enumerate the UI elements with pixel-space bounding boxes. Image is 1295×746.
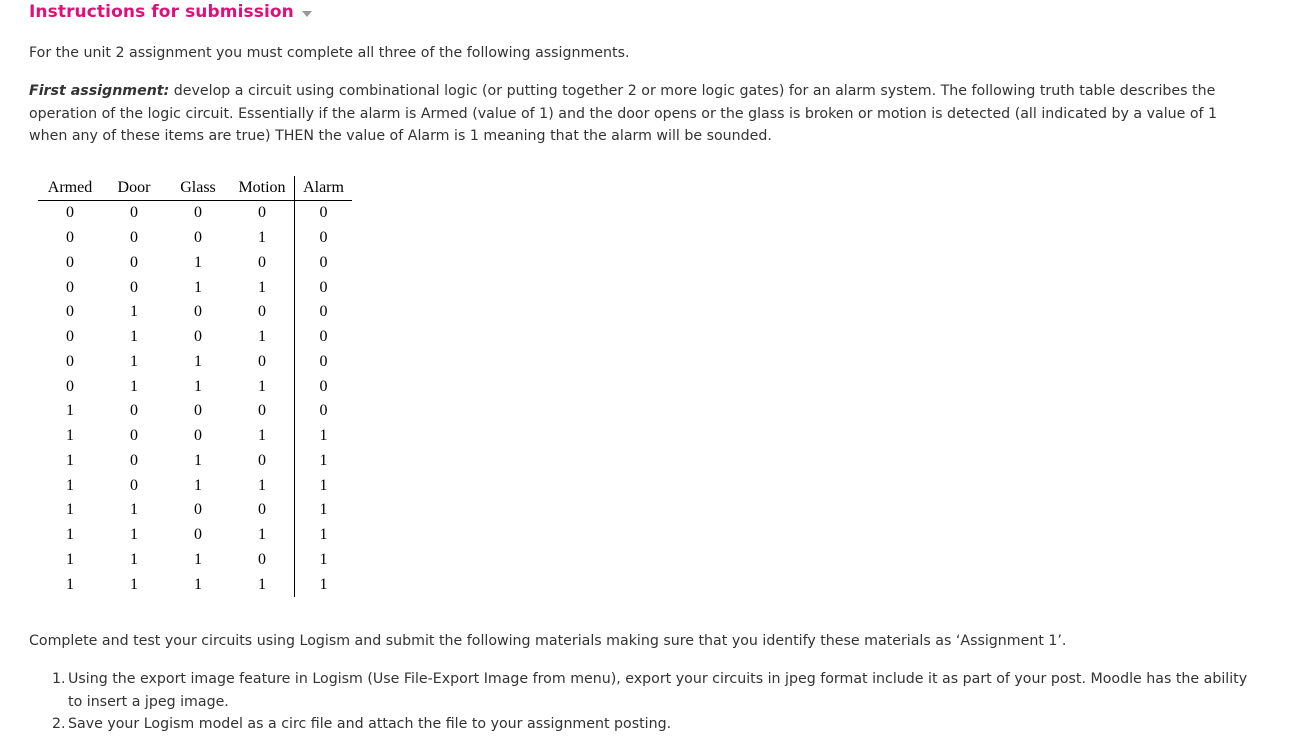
cell-armed: 1 <box>66 526 74 544</box>
step-number: 2. <box>52 716 66 732</box>
cell-armed: 1 <box>66 501 74 519</box>
cell-armed: 1 <box>66 550 74 568</box>
cell-door: 1 <box>130 575 138 593</box>
table-row <box>38 251 352 276</box>
cell-motion: 0 <box>230 548 295 573</box>
cell-glass: 1 <box>194 476 202 494</box>
cell-alarm: 1 <box>319 501 328 519</box>
cell-alarm: 0 <box>319 328 328 346</box>
table-row <box>38 374 352 399</box>
cell-motion: 0 <box>230 201 295 226</box>
table-row <box>38 350 352 375</box>
cell-glass: 1 <box>194 550 202 568</box>
cell-armed: 1 <box>66 451 74 469</box>
cell-door: 0 <box>130 253 138 271</box>
cell-glass: 0 <box>194 402 202 420</box>
cell-alarm: 0 <box>319 204 328 222</box>
cell-alarm: 1 <box>319 476 328 494</box>
header-armed: Armed <box>38 176 102 201</box>
cell-armed: 1 <box>66 575 74 593</box>
cell-motion: 1 <box>230 572 295 597</box>
table-row <box>38 548 352 573</box>
cell-armed: 0 <box>66 328 74 346</box>
chevron-down-icon[interactable] <box>302 11 312 17</box>
cell-motion: 1 <box>230 374 295 399</box>
cell-motion: 1 <box>230 523 295 548</box>
section-header[interactable] <box>29 2 312 22</box>
cell-motion: 0 <box>230 498 295 523</box>
cell-alarm: 1 <box>319 575 328 593</box>
cell-glass: 0 <box>194 229 202 247</box>
cell-glass: 0 <box>194 204 202 222</box>
section-title[interactable]: Instructions for submission <box>29 2 294 22</box>
cell-alarm: 0 <box>319 402 328 420</box>
cell-motion: 1 <box>230 325 295 350</box>
cell-glass: 1 <box>194 575 202 593</box>
cell-glass: 0 <box>194 526 202 544</box>
list-item <box>52 713 1262 736</box>
cell-motion: 1 <box>230 473 295 498</box>
cell-glass: 1 <box>194 377 202 395</box>
cell-door: 0 <box>130 427 138 445</box>
list-item <box>52 668 1262 713</box>
cell-motion: 0 <box>230 300 295 325</box>
first-assignment-label: First assignment: <box>29 83 170 99</box>
cell-glass: 1 <box>194 352 202 370</box>
cell-door: 1 <box>130 501 138 519</box>
table-row <box>38 424 352 449</box>
complete-instructions: Complete and test your circuits using Logism and submit the following materials making sure that you identify these materials as ‘Assignment 1’. <box>29 633 1067 649</box>
table-row <box>38 201 352 226</box>
table-row <box>38 275 352 300</box>
cell-alarm: 0 <box>319 377 328 395</box>
cell-alarm: 1 <box>319 550 328 568</box>
cell-door: 0 <box>130 402 138 420</box>
table-row <box>38 325 352 350</box>
steps-list <box>52 668 1262 736</box>
table-row <box>38 399 352 424</box>
cell-motion: 0 <box>230 251 295 276</box>
cell-motion: 0 <box>230 399 295 424</box>
cell-glass: 0 <box>194 427 202 445</box>
cell-glass: 1 <box>194 278 202 296</box>
table-row <box>38 498 352 523</box>
cell-door: 0 <box>130 476 138 494</box>
cell-armed: 1 <box>66 427 74 445</box>
cell-glass: 0 <box>194 501 202 519</box>
cell-alarm: 0 <box>319 229 328 247</box>
cell-motion: 0 <box>230 449 295 474</box>
cell-door: 0 <box>130 451 138 469</box>
cell-door: 1 <box>130 352 138 370</box>
truth-table-body <box>38 201 352 598</box>
cell-armed: 0 <box>66 377 74 395</box>
first-assignment-text: develop a circuit using combinational logic (or putting together 2 or more logic gates) for an alarm system. The following truth table describes the operation of the logic circuit. Essentially if the alarm is Armed (value of 1) and the door opens or the glass is broken or motion is detected (all indicated by a value of 1 when any of these items are true) THEN the value of Alarm is 1 meaning that the alarm will be sounded. <box>29 83 1218 144</box>
cell-glass: 0 <box>194 328 202 346</box>
table-row <box>38 226 352 251</box>
table-row <box>38 523 352 548</box>
truth-table <box>38 176 352 597</box>
cell-alarm: 1 <box>319 526 328 544</box>
intro-text: For the unit 2 assignment you must complete all three of the following assignments. <box>29 45 630 61</box>
cell-glass: 1 <box>194 253 202 271</box>
cell-motion: 0 <box>230 350 295 375</box>
cell-glass: 0 <box>194 303 202 321</box>
first-assignment-paragraph <box>29 80 1259 148</box>
header-door: Door <box>102 176 166 201</box>
table-row <box>38 300 352 325</box>
cell-door: 0 <box>130 229 138 247</box>
cell-alarm: 0 <box>319 278 328 296</box>
cell-armed: 0 <box>66 352 74 370</box>
header-motion: Motion <box>230 176 295 201</box>
cell-armed: 0 <box>66 278 74 296</box>
table-row <box>38 473 352 498</box>
cell-door: 1 <box>130 550 138 568</box>
cell-door: 0 <box>130 204 138 222</box>
cell-glass: 1 <box>194 451 202 469</box>
step-text: Using the export image feature in Logism (Use File-Export Image from menu), export your circuits in jpeg format include it as part of your post. Moodle has the ability to insert a jpeg image. <box>68 671 1248 710</box>
cell-door: 1 <box>130 328 138 346</box>
cell-alarm: 1 <box>319 427 328 445</box>
cell-armed: 1 <box>66 402 74 420</box>
step-text: Save your Logism model as a circ file and attach the file to your assignment posting. <box>68 716 672 732</box>
header-alarm: Alarm <box>295 176 353 201</box>
header-glass: Glass <box>166 176 230 201</box>
cell-armed: 0 <box>66 253 74 271</box>
cell-alarm: 1 <box>319 451 328 469</box>
cell-armed: 0 <box>66 303 74 321</box>
cell-alarm: 0 <box>319 303 328 321</box>
cell-door: 1 <box>130 303 138 321</box>
cell-door: 1 <box>130 377 138 395</box>
cell-door: 1 <box>130 526 138 544</box>
step-number: 1. <box>52 671 66 687</box>
cell-armed: 0 <box>66 229 74 247</box>
table-row <box>38 572 352 597</box>
cell-motion: 1 <box>230 226 295 251</box>
cell-alarm: 0 <box>319 253 328 271</box>
cell-motion: 1 <box>230 424 295 449</box>
cell-motion: 1 <box>230 275 295 300</box>
cell-door: 0 <box>130 278 138 296</box>
table-row <box>38 449 352 474</box>
cell-armed: 1 <box>66 476 74 494</box>
cell-armed: 0 <box>66 204 74 222</box>
truth-table-header-row <box>38 176 352 201</box>
cell-alarm: 0 <box>319 352 328 370</box>
